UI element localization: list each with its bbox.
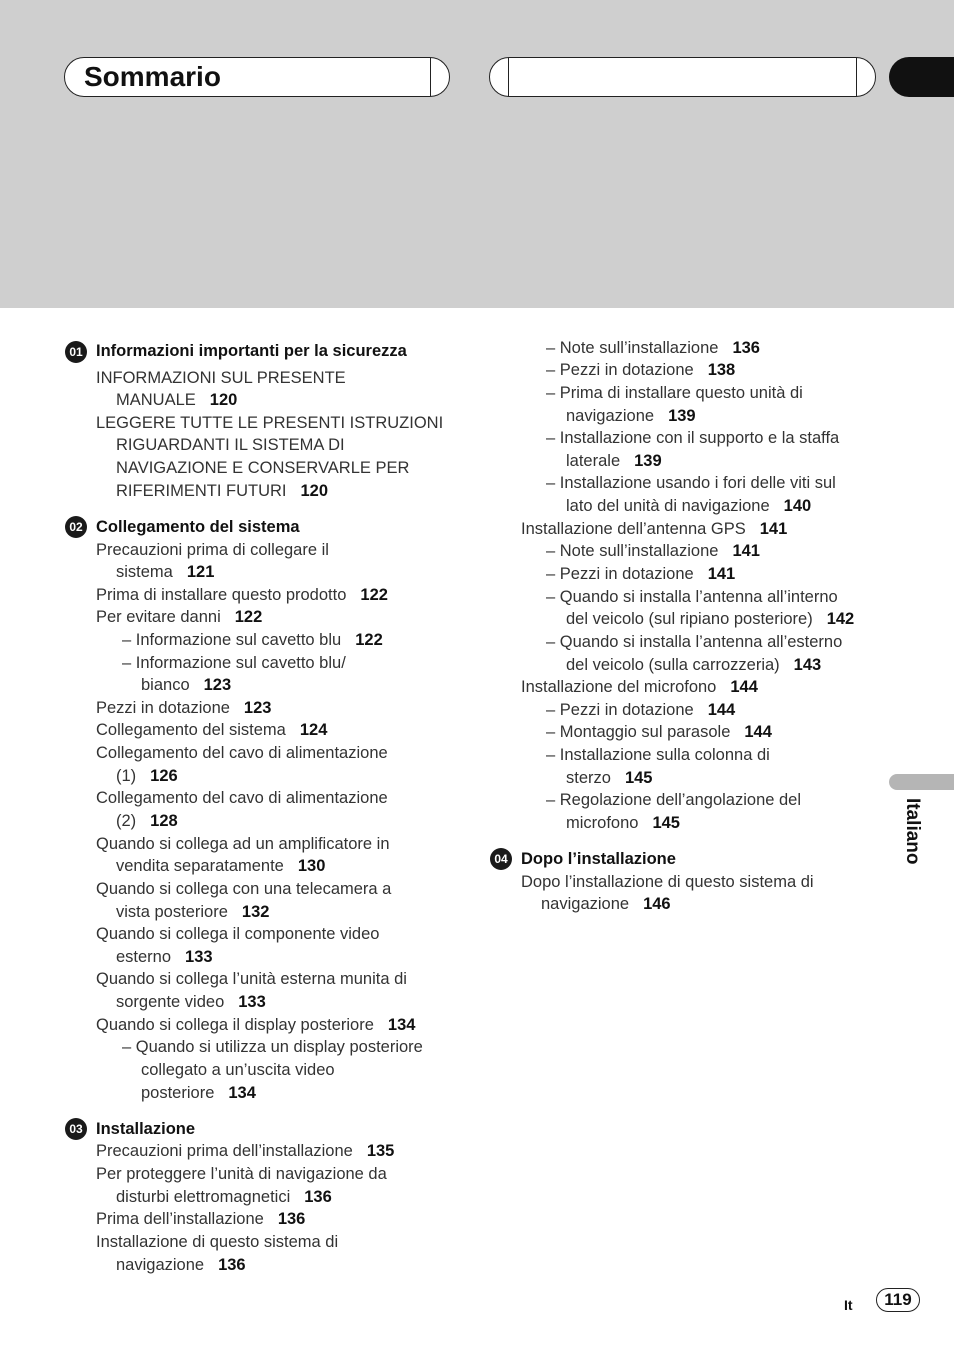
toc-entry-text: sorgente video bbox=[116, 993, 225, 1011]
toc-entry-text: LEGGERE TUTTE LE PRESENTI ISTRUZIONI bbox=[96, 414, 444, 432]
toc-entry-page: 145 bbox=[624, 769, 653, 787]
toc-entry-text: posteriore bbox=[141, 1084, 215, 1102]
toc-entry-page: 141 bbox=[759, 520, 788, 538]
language-side-label-text: Italiano bbox=[902, 798, 923, 865]
toc-entry[interactable] bbox=[116, 562, 214, 582]
toc-entry-text: Installazione dell’antenna GPS bbox=[521, 520, 746, 538]
toc-entry[interactable] bbox=[116, 902, 269, 922]
toc-entry[interactable] bbox=[521, 519, 787, 539]
section-number-badge: 04 bbox=[490, 848, 512, 870]
toc-entry-text: Pezzi in dotazione bbox=[96, 699, 230, 717]
toc-entry-text: vendita separatamente bbox=[116, 857, 284, 875]
toc-entry[interactable] bbox=[566, 768, 652, 788]
toc-entry-text: Collegamento del sistema bbox=[96, 721, 286, 739]
toc-entry-text: – Quando si installa l’antenna all’esterno bbox=[546, 633, 843, 651]
toc-entry-text: – Pezzi in dotazione bbox=[546, 701, 694, 719]
toc-entry[interactable] bbox=[566, 406, 696, 426]
toc-entry[interactable] bbox=[96, 743, 388, 763]
title-box bbox=[64, 57, 450, 97]
toc-entry-page: 139 bbox=[634, 452, 662, 470]
toc-entry-page: 141 bbox=[707, 565, 736, 583]
toc-entry-text: – Pezzi in dotazione bbox=[546, 361, 694, 379]
toc-entry[interactable] bbox=[116, 458, 409, 478]
toc-entry-text: Per proteggere l’unità di navigazione da bbox=[96, 1165, 387, 1183]
toc-entry-page: 143 bbox=[793, 656, 822, 674]
toc-entry[interactable] bbox=[546, 745, 770, 765]
toc-entry-page: 132 bbox=[241, 903, 270, 921]
toc-entry-text: del veicolo (sul ripiano posteriore) bbox=[566, 610, 813, 628]
section-number-badge: 02 bbox=[65, 516, 87, 538]
toc-entry[interactable] bbox=[541, 894, 671, 914]
toc-entry-page: 120 bbox=[300, 482, 329, 500]
section-title[interactable]: Informazioni importanti per la sicurezza bbox=[96, 342, 407, 360]
toc-entry[interactable] bbox=[546, 564, 735, 584]
toc-entry-text: vista posteriore bbox=[116, 903, 228, 921]
toc-entry-text: – Note sull’installazione bbox=[546, 339, 719, 357]
toc-entry[interactable] bbox=[96, 1141, 394, 1161]
toc-entry[interactable] bbox=[96, 413, 443, 433]
toc-entry-text: navigazione bbox=[116, 1256, 205, 1274]
toc-entry-page: 123 bbox=[243, 699, 272, 717]
toc-entry-text: Collegamento del cavo di alimentazione bbox=[96, 744, 388, 762]
toc-entry[interactable] bbox=[566, 609, 854, 629]
toc-entry[interactable] bbox=[116, 766, 178, 786]
toc-entry-page: 144 bbox=[744, 723, 772, 741]
toc-entry-text: sterzo bbox=[566, 769, 611, 787]
toc-entry[interactable] bbox=[546, 338, 760, 358]
toc-entry[interactable] bbox=[116, 1255, 246, 1275]
toc-entry[interactable] bbox=[96, 969, 407, 989]
toc-entry[interactable] bbox=[116, 992, 266, 1012]
toc-entry-text: MANUALE bbox=[116, 391, 196, 409]
toc-entry-text: disturbi elettromagnetici bbox=[116, 1188, 291, 1206]
toc-entry-page: 122 bbox=[234, 608, 263, 626]
toc-entry[interactable] bbox=[546, 587, 838, 607]
section-number-badge: 01 bbox=[65, 341, 87, 363]
toc-entry-page: 133 bbox=[185, 948, 213, 966]
toc-entry-page: 142 bbox=[826, 610, 855, 628]
toc-entry-page: 144 bbox=[730, 678, 758, 696]
toc-entry-page: 144 bbox=[707, 701, 736, 719]
toc-entry[interactable] bbox=[141, 1083, 256, 1103]
toc-entry-page: 120 bbox=[209, 391, 238, 409]
toc-entry-text: Quando si collega ad un amplificatore in bbox=[96, 835, 390, 853]
header-banner bbox=[0, 0, 954, 308]
toc-entry-text: Dopo l’installazione di questo sistema di bbox=[521, 873, 814, 891]
toc-entry[interactable] bbox=[546, 360, 735, 380]
toc-entry-text: – Prima di installare questo unità di bbox=[546, 384, 803, 402]
toc-entry-text: collegato a un’uscita video bbox=[141, 1061, 335, 1079]
page-number: 119 bbox=[876, 1288, 920, 1312]
toc-entry-text: laterale bbox=[566, 452, 621, 470]
toc-entry-text: Per evitare danni bbox=[96, 608, 221, 626]
toc-entry-page: 123 bbox=[203, 676, 232, 694]
toc-entry-text: bianco bbox=[141, 676, 190, 694]
toc-entry-page: 135 bbox=[366, 1142, 395, 1160]
toc-entry[interactable] bbox=[96, 1232, 338, 1252]
toc-entry[interactable] bbox=[116, 481, 328, 501]
toc-entry-text: navigazione bbox=[541, 895, 630, 913]
toc-entry[interactable] bbox=[546, 700, 735, 720]
toc-entry[interactable] bbox=[96, 607, 262, 627]
toc-entry-text: RIGUARDANTI IL SISTEMA DI bbox=[116, 436, 345, 454]
toc-entry-text: Collegamento del cavo di alimentazione bbox=[96, 789, 388, 807]
toc-entry[interactable] bbox=[546, 632, 842, 652]
toc-entry-text: – Installazione con il supporto e la staffa bbox=[546, 429, 840, 447]
toc-entry-text: – Pezzi in dotazione bbox=[546, 565, 694, 583]
toc-entry-page: 124 bbox=[299, 721, 328, 739]
toc-entry[interactable] bbox=[116, 435, 345, 455]
toc-entry[interactable] bbox=[566, 451, 662, 471]
toc-entry[interactable] bbox=[96, 720, 327, 740]
section-title[interactable]: Dopo l’installazione bbox=[521, 850, 676, 868]
right-box-divider-left bbox=[508, 58, 509, 96]
toc-entry-text: Prima di installare questo prodotto bbox=[96, 586, 347, 604]
toc-entry[interactable] bbox=[546, 790, 801, 810]
toc-entry-page: 130 bbox=[297, 857, 326, 875]
toc-entry-page: 140 bbox=[783, 497, 812, 515]
toc-entry-text: Quando si collega il display posteriore bbox=[96, 1016, 374, 1034]
toc-entry-text: esterno bbox=[116, 948, 172, 966]
toc-entry[interactable] bbox=[122, 653, 346, 673]
toc-entry-page: 122 bbox=[355, 631, 383, 649]
toc-entry[interactable] bbox=[141, 675, 231, 695]
toc-entry-text: Installazione del microfono bbox=[521, 678, 717, 696]
section-number-badge: 03 bbox=[65, 1118, 87, 1140]
section-tab-marker bbox=[889, 57, 954, 97]
toc-entry[interactable] bbox=[566, 813, 680, 833]
toc-entry-text: Quando si collega con una telecamera a bbox=[96, 880, 392, 898]
toc-entry-text: Quando si collega il componente video bbox=[96, 925, 380, 943]
toc-entry[interactable] bbox=[96, 1164, 387, 1184]
toc-entry-text: – Installazione sulla colonna di bbox=[546, 746, 770, 764]
toc-entry-text: – Installazione usando i fori delle viti sul bbox=[546, 474, 836, 492]
page-title: Sommario bbox=[84, 61, 221, 92]
toc-entry-page: 139 bbox=[668, 407, 696, 425]
toc-entry[interactable] bbox=[566, 655, 821, 675]
title-box-divider bbox=[430, 58, 431, 96]
toc-entry[interactable] bbox=[96, 368, 346, 388]
toc-entry-text: Quando si collega l’unità esterna munita di bbox=[96, 970, 407, 988]
toc-entry-page: 133 bbox=[238, 993, 266, 1011]
toc-entry-text: – Note sull’installazione bbox=[546, 542, 719, 560]
toc-entry[interactable] bbox=[116, 811, 178, 831]
toc-entry-page: 136 bbox=[304, 1188, 332, 1206]
toc-entry-page: 145 bbox=[652, 814, 680, 832]
toc-entry-text: microfono bbox=[566, 814, 639, 832]
toc-entry-text: RIFERIMENTI FUTURI bbox=[116, 482, 287, 500]
toc-entry[interactable] bbox=[96, 788, 388, 808]
toc-entry[interactable] bbox=[116, 947, 213, 967]
toc-entry-text: – Quando si utilizza un display posteriore bbox=[122, 1038, 423, 1056]
right-box-divider-right bbox=[856, 58, 857, 96]
toc-entry-page: 136 bbox=[277, 1210, 306, 1228]
toc-entry-page: 128 bbox=[150, 812, 178, 830]
toc-entry[interactable] bbox=[96, 1209, 305, 1229]
toc-entry-text: Precauzioni prima di collegare il bbox=[96, 541, 329, 559]
language-tab bbox=[889, 774, 954, 790]
toc-entry-page: 134 bbox=[387, 1016, 416, 1034]
toc-entry-page: 136 bbox=[218, 1256, 246, 1274]
toc-entry[interactable] bbox=[546, 383, 803, 403]
toc-entry[interactable] bbox=[96, 698, 271, 718]
toc-entry[interactable] bbox=[546, 428, 839, 448]
toc-entry-text: del veicolo (sulla carrozzeria) bbox=[566, 656, 780, 674]
toc-entry-text: NAVIGAZIONE E CONSERVARLE PER bbox=[116, 459, 410, 477]
toc-entry[interactable] bbox=[96, 540, 329, 560]
toc-entry-page: 122 bbox=[360, 586, 388, 604]
toc-entry-text: – Informazione sul cavetto blu/ bbox=[122, 654, 346, 672]
toc-entry-text: navigazione bbox=[566, 407, 655, 425]
toc-entry-text: Prima dell’installazione bbox=[96, 1210, 264, 1228]
toc-entry-page: 141 bbox=[732, 542, 760, 560]
toc-entry-text: – Regolazione dell’angolazione del bbox=[546, 791, 802, 809]
toc-entry-page: 138 bbox=[707, 361, 736, 379]
toc-entry[interactable] bbox=[141, 1060, 335, 1080]
toc-entry[interactable] bbox=[116, 390, 237, 410]
toc-entry[interactable] bbox=[116, 1187, 332, 1207]
footer-language: It bbox=[844, 1297, 853, 1313]
toc-entry[interactable] bbox=[546, 473, 836, 493]
section-title[interactable]: Collegamento del sistema bbox=[96, 518, 300, 536]
toc-entry-page: 136 bbox=[732, 339, 760, 357]
toc-entry-text: – Quando si installa l’antenna all’interno bbox=[546, 588, 838, 606]
toc-entry-page: 121 bbox=[186, 563, 215, 581]
toc-entry[interactable] bbox=[566, 496, 811, 516]
toc-entry-page: 146 bbox=[643, 895, 671, 913]
toc-entry-text: lato del unità di navigazione bbox=[566, 497, 770, 515]
toc-entry[interactable] bbox=[116, 856, 325, 876]
toc-entry-text: INFORMAZIONI SUL PRESENTE bbox=[96, 369, 346, 387]
toc-entry[interactable] bbox=[122, 1037, 423, 1057]
toc-entry[interactable] bbox=[96, 1015, 415, 1035]
toc-entry-text: – Informazione sul cavetto blu bbox=[122, 631, 342, 649]
section-title[interactable]: Installazione bbox=[96, 1120, 196, 1138]
toc-entry[interactable] bbox=[546, 722, 772, 742]
toc-entry[interactable] bbox=[96, 585, 388, 605]
toc-entry[interactable] bbox=[96, 879, 391, 899]
toc-entry-text: Precauzioni prima dell’installazione bbox=[96, 1142, 353, 1160]
toc-entry-text: (2) bbox=[116, 812, 137, 830]
toc-entry[interactable] bbox=[521, 872, 814, 892]
language-side-label bbox=[899, 798, 925, 888]
toc-entry-text: sistema bbox=[116, 563, 173, 581]
toc-entry[interactable] bbox=[521, 677, 758, 697]
toc-entry[interactable] bbox=[96, 834, 390, 854]
toc-entry[interactable] bbox=[96, 924, 379, 944]
header-right-box bbox=[489, 57, 876, 97]
toc-entry-text: – Montaggio sul parasole bbox=[546, 723, 731, 741]
toc-entry-page: 134 bbox=[228, 1084, 256, 1102]
toc-entry[interactable] bbox=[122, 630, 383, 650]
toc-entry-text: Installazione di questo sistema di bbox=[96, 1233, 339, 1251]
toc-entry[interactable] bbox=[546, 541, 760, 561]
toc-entry-text: (1) bbox=[116, 767, 137, 785]
toc-entry-page: 126 bbox=[150, 767, 178, 785]
